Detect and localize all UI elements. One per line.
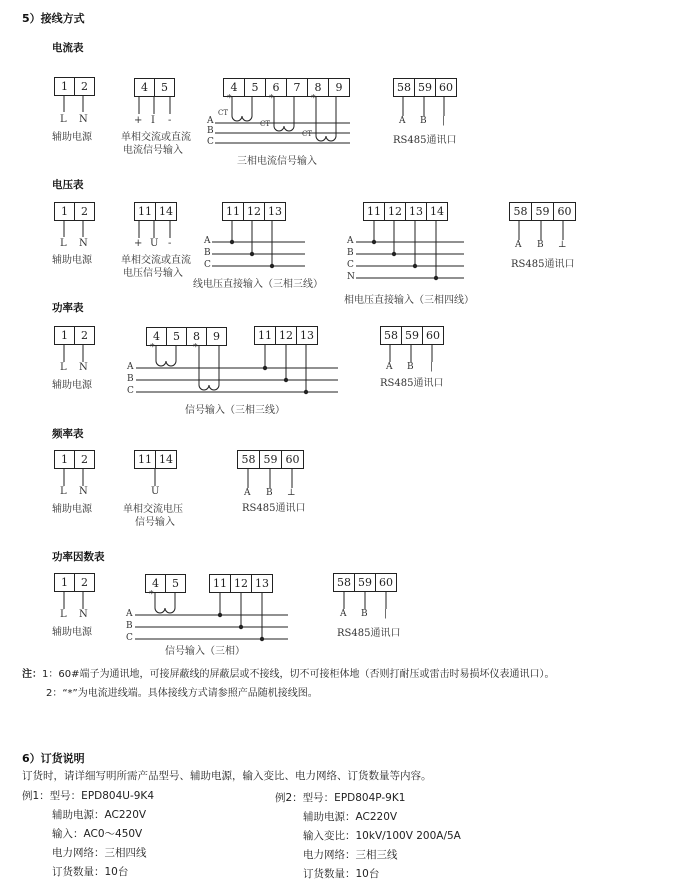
single-input-label-2: 电压信号输入 [123, 268, 183, 279]
pin-label: I [151, 115, 155, 126]
pin-label: A [386, 362, 393, 372]
voltage-line-terminal-block [222, 202, 286, 221]
single-input-label-1: 单相交流或直流 [121, 255, 191, 266]
pin-label: L [60, 238, 67, 249]
terminal: 11 [364, 203, 385, 220]
terminal: 60 [285, 453, 300, 466]
terminal: 13 [255, 577, 269, 590]
pin-label: A [340, 609, 347, 619]
terminal: 1 [55, 451, 75, 468]
terminal: 11 [135, 203, 156, 220]
pin-label: A [515, 240, 522, 250]
single-input-label-1: 单相交流或直流 [121, 132, 191, 143]
current-rs485-terminal-block [393, 78, 457, 97]
terminal: 58 [334, 574, 355, 591]
phase-label-b: B [127, 374, 134, 384]
phase-label-c: C [347, 260, 354, 270]
current-single-terminal-block [134, 78, 175, 97]
ex1-grid: 电力网络：三相四线 [52, 847, 147, 859]
pin-label: N [79, 238, 88, 249]
aux-power-label: 辅助电源 [52, 504, 92, 515]
terminal: 59 [532, 203, 554, 220]
ex1-qty: 订货数量：10台 [52, 866, 129, 878]
pin-label: | [430, 362, 434, 372]
rs485-label: RS485通讯口 [393, 135, 457, 146]
phase-label-a: A [207, 116, 214, 126]
terminal: 9 [213, 330, 220, 343]
freq-rs485-terminal-block [237, 450, 304, 469]
ex2-qty: 订货数量：10台 [303, 868, 380, 880]
pin-label: L [60, 609, 67, 620]
three-phase-current-label: 三相电流信号输入 [237, 156, 317, 167]
pin-label: L [60, 362, 67, 373]
terminal: 13 [268, 205, 282, 218]
terminal: 59 [355, 574, 376, 591]
freq-single-terminal-block [134, 450, 177, 469]
ex1-aux: 辅助电源：AC220V [52, 809, 147, 821]
pin-label: B [420, 116, 427, 126]
terminal: 60 [379, 576, 393, 589]
terminal: 1 [55, 203, 75, 220]
terminal: 2 [81, 576, 88, 589]
terminal: 60 [557, 205, 572, 218]
terminal: 60 [426, 329, 440, 342]
single-input-label-1: 单相交流电压 [123, 504, 183, 515]
terminal: 11 [255, 327, 276, 344]
phase-label-a: A [126, 609, 133, 619]
phase-label-b: B [126, 621, 133, 631]
notes-prefix: 注： [22, 669, 42, 680]
line-voltage-label: 线电压直接输入（三相三线） [193, 279, 323, 290]
note-2: 2：“*”为电流进线端。具体接线方式请参照产品随机接线图。 [46, 688, 318, 699]
pin-label: A [399, 116, 406, 126]
power-current-terminal-block [146, 327, 227, 346]
rs485-label: RS485通讯口 [242, 503, 306, 514]
freq-aux-terminal-block [54, 450, 95, 469]
pin-label: U [150, 238, 159, 249]
pf-voltage-terminal-block [209, 574, 273, 593]
terminal: 5 [172, 577, 179, 590]
notes-block [22, 665, 554, 680]
terminal: 5 [161, 81, 168, 94]
voltage-power-terminal-block [54, 202, 95, 221]
current-meter-title: 电流表 [52, 42, 84, 54]
terminal: 14 [430, 205, 444, 218]
single-input-label-2: 电流信号输入 [123, 145, 183, 156]
terminal: 4 [147, 328, 167, 345]
pin-label: U [151, 486, 160, 497]
aux-power-label: 辅助电源 [52, 627, 92, 638]
current-in-marker: * [269, 94, 274, 104]
voltage-phase-terminal-block [363, 202, 448, 221]
pin-label: ⊥ [287, 488, 296, 498]
terminal: 4 [146, 575, 166, 592]
pin-label: B [537, 240, 544, 250]
pf-rs485-terminal-block [333, 573, 397, 592]
current-power-terminal-block [54, 77, 95, 96]
pin-label: B [407, 362, 414, 372]
phase-label-a: A [127, 362, 134, 372]
pin-label: | [442, 116, 446, 126]
terminal: 59 [402, 327, 423, 344]
terminal: 11 [210, 575, 231, 592]
pf-signal-label: 信号输入（三相） [165, 646, 245, 657]
pin-label: B [266, 488, 273, 498]
terminal: 14 [159, 205, 173, 218]
terminal: 1 [55, 78, 75, 95]
pin-label: L [60, 114, 67, 125]
ex2-input: 输入变比：10kV/100V 200A/5A [303, 830, 461, 842]
terminal: 11 [135, 451, 156, 468]
phase-label-a: A [347, 236, 354, 246]
rs485-label: RS485通讯口 [511, 259, 575, 270]
pin-label: + [134, 115, 143, 126]
terminal: 12 [276, 327, 297, 344]
terminal: 59 [415, 79, 436, 96]
pin-label: - [168, 238, 172, 249]
terminal: 4 [224, 79, 245, 96]
terminal: 12 [385, 203, 406, 220]
aux-power-label: 辅助电源 [52, 255, 92, 266]
voltage-meter-title: 电压表 [52, 179, 84, 191]
current-in-marker: * [150, 343, 155, 353]
pin-label: N [79, 486, 88, 497]
terminal: 13 [300, 329, 314, 342]
terminal: 58 [394, 79, 415, 96]
phase-label-c: C [207, 137, 214, 147]
terminal: 58 [381, 327, 402, 344]
pin-label: N [79, 114, 88, 125]
terminal: 2 [81, 453, 88, 466]
pin-label: - [168, 115, 172, 126]
order-intro: 订货时，请详细写明所需产品型号、辅助电源，输入变比、电力网络、订货数量等内容。 [22, 770, 432, 782]
phase-label-n: N [347, 272, 355, 282]
phase-voltage-label: 相电压直接输入（三相四线） [344, 295, 474, 306]
pin-label: + [134, 238, 143, 249]
pin-label: N [79, 609, 88, 620]
pin-label: N [79, 362, 88, 373]
rs485-label: RS485通讯口 [337, 628, 401, 639]
pf-meter-title: 功率因数表 [52, 551, 105, 563]
freq-meter-title: 频率表 [52, 428, 84, 440]
phase-label-b: B [207, 126, 214, 136]
terminal: 58 [238, 451, 260, 468]
pf-aux-terminal-block [54, 573, 95, 592]
pin-label: A [244, 488, 251, 498]
terminal: 1 [55, 574, 75, 591]
ex2-grid: 电力网络：三相三线 [303, 849, 398, 861]
ex1-input: 输入：AC0～450V [52, 828, 143, 840]
phase-label-b: B [347, 248, 354, 258]
terminal: 5 [245, 79, 266, 96]
terminal: 2 [81, 80, 88, 93]
current-in-marker: * [149, 590, 154, 600]
ct-label: CT [218, 109, 229, 117]
ct-label: CT [260, 120, 271, 128]
terminal: 7 [287, 79, 308, 96]
terminal: 2 [81, 329, 88, 342]
ex1-model: 例1：型号：EPD804U-9K4 [22, 790, 154, 802]
power-voltage-terminal-block [254, 326, 318, 345]
section-6-title: 6）订货说明 [22, 752, 85, 765]
terminal: 60 [439, 81, 453, 94]
pin-label: B [361, 609, 368, 619]
pin-label: ⊥ [558, 240, 567, 250]
voltage-single-terminal-block [134, 202, 177, 221]
aux-power-label: 辅助电源 [52, 380, 92, 391]
current-in-marker: * [311, 94, 316, 104]
phase-label-c: C [126, 633, 133, 643]
power-rs485-terminal-block [380, 326, 444, 345]
terminal: 12 [244, 203, 265, 220]
terminal: 9 [335, 81, 343, 94]
note-1: 1：60#端子为通讯地，可接屏蔽线的屏蔽层或不接线，切不可接柜体地（否则打耐压或雷击时易损坏仪表通讯口）。 [42, 669, 555, 680]
power-meter-title: 功率表 [52, 302, 84, 314]
terminal: 1 [55, 327, 75, 344]
section-5-title: 5）接线方式 [22, 12, 85, 25]
power-aux-terminal-block [54, 326, 95, 345]
terminal: 5 [167, 328, 187, 345]
terminal: 11 [223, 203, 244, 220]
aux-power-label: 辅助电源 [52, 132, 92, 143]
terminal: 4 [135, 79, 155, 96]
terminal: 14 [159, 453, 173, 466]
voltage-rs485-terminal-block [509, 202, 576, 221]
current-three-phase-terminal-block [223, 78, 350, 97]
terminal: 2 [81, 205, 88, 218]
ct-label: CT [302, 130, 313, 138]
single-input-label-2: 信号输入 [135, 517, 175, 528]
pin-label: | [384, 609, 388, 619]
current-in-marker: * [193, 343, 198, 353]
ex2-model: 例2：型号：EPD804P-9K1 [275, 792, 406, 804]
rs485-label: RS485通讯口 [380, 378, 444, 389]
terminal: 59 [260, 451, 282, 468]
power-signal-label: 信号输入（三相三线） [185, 405, 285, 416]
terminal: 8 [308, 79, 329, 96]
ex2-aux: 辅助电源：AC220V [303, 811, 398, 823]
pin-label: L [60, 486, 67, 497]
current-in-marker: * [227, 94, 232, 104]
terminal: 12 [231, 575, 252, 592]
phase-label-b: B [204, 248, 211, 258]
terminal: 8 [187, 328, 207, 345]
terminal: 13 [406, 203, 427, 220]
phase-label-a: A [204, 236, 211, 246]
phase-label-c: C [204, 260, 211, 270]
terminal: 6 [266, 79, 287, 96]
terminal: 58 [510, 203, 532, 220]
phase-label-c: C [127, 386, 134, 396]
